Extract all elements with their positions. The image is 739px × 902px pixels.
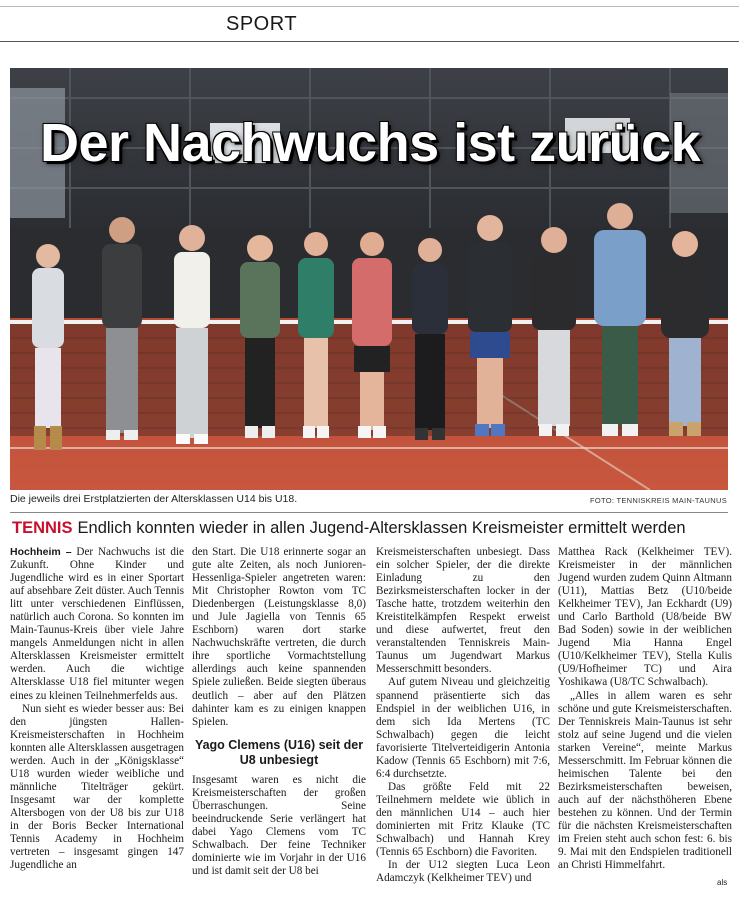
team-photo — [10, 68, 728, 490]
photo-caption: Die jeweils drei Erstplatzierten der Altersklassen U14 bis U18. — [10, 493, 298, 505]
paragraph-text: Der Nachwuchs ist die Zukunft. Ohne Kinder und Jugendliche wird es in einer Sportart auf absehbare Zeit düster. Auch Tennis litt unter verschiedenen Einflüssen, natürlich auch Corona. So konnten im Main-Taunus-Kreis über viele Jahre mangels Anmeldungen nicht in allen Altersklassen Kreismeister ermittelt werden. Auch die wichtige Altersklasse U18 fiel mitunter wegen eines zu kleinen Teilnehmerfelds aus. — [10, 546, 185, 702]
article-column-2 — [192, 546, 366, 878]
kicker: TENNIS — [12, 519, 73, 537]
subhead-text: Endlich konnten wieder in allen Jugend-Altersklassen Kreismeister ermittelt werden — [77, 519, 686, 537]
interheadline: Yago Clemens (U16) seit der U8 unbesiegt — [194, 737, 364, 767]
photo-credit: FOTO: TENNISKREIS MAIN-TAUNUS — [589, 496, 727, 505]
section-label: SPORT — [226, 13, 298, 35]
article-subhead — [12, 519, 686, 538]
paragraph: Insgesamt waren es nicht die Kreismeisterschaften der großen Überraschungen. Seine beeindruckende Serie verlängert hat dabei Yago Clemens vom TC Schwalbach. Der feine Techniker dominierte wie im Vorjahr in der U16 und ist damit seit der U8 bei — [192, 773, 366, 877]
paragraph: Kreismeisterschaften unbesiegt. Dass ein solcher Spieler, der die direkte Einladung zu den Bezirksmeisterschaften locker in der Tasche hatte, trotzdem weiterhin den Kreistitelkämpfen Respekt erweist und diese aufwertet, freut den veranstaltenden Tenniskreis Main-Taunus um Jugendwart Markus Messerschmitt besonders. — [376, 546, 550, 676]
article-column-4 — [558, 546, 732, 872]
paragraph: Nun sieht es wieder besser aus: Bei den jüngsten Hallen-Kreismeisterschaften in Hochheim konnten alle Altersklassen ausgetragen werden. Auch in der „Königsklasse“ U18 wurden wieder weibliche und männliche Titelträger gekürt. Insgesamt war der komplette Altersbogen von der U8 bis zur U18 in der Boris Becker International Tennis Academy in Hochheim vertreten – insgesamt gingen 147 Jugendliche an — [10, 702, 184, 872]
header-rule — [0, 6, 739, 7]
author-signature: als — [717, 878, 728, 887]
paragraph: In der U12 siegten Luca Leon Adamczyk (Kelkheimer TEV) und — [376, 859, 550, 885]
paragraph: Auf gutem Niveau und gleichzeitig spannend präsentierte sich das Endspiel in der weiblichen U16, in dem sich Ida Mertens (TC Schwalbach) gegen die leicht favorisierte Titelverteidigerin Antonia Kadow (Tennis 65 Eschborn) mit 7:6, 6:4 durchsetzte. — [376, 676, 550, 780]
paragraph: Das größte Feld mit 22 Teilnehmern meldete wie üblich in den männlichen U14 – auch hier dominierten mit Fritz Klauke (TC Schwalbach) und Hannah Krey (Tennis 65 Eschborn) die Favoriten. — [376, 780, 550, 859]
article-column-1 — [10, 546, 184, 872]
paragraph — [10, 546, 184, 703]
paragraph: Matthea Rack (Kelkheimer TEV). Kreismeister in der männlichen Jugend wurden zudem Quinn Altmann (U11), Mattias Betz (U10/beide Kelkheimer TEV), Jan Eckhardt (U9) und Carlo Barthold (U8/beide BW Bad Soden) sowie in der weiblichen Jugend Mia Hanna Engel (U10/Kelkheimer TEV), Stella Kulis (U9/Hofheimer TC) und Aira Yoshikawa (U8/TC Schwalbach). — [558, 546, 732, 689]
dateline: Hochheim – — [10, 546, 72, 558]
paragraph: „Alles in allem waren es sehr schöne und gute Kreismeisterschaften. Der Tenniskreis Main-Taunus ist sehr stolz auf seine Jugend und die vielen starken Vereine“, meinte Markus Messerschmitt. Im Februar können die heimischen Talente bei den Bezirksmeisterschaften beweisen, auch auf der nächsthöheren Ebene bestehen zu können. Und der Termin für die nächsten Kreismeisterschaften im Freien steht auch schon fest: 6. bis 9. Mai mit den Endspielen traditionell an Christi Himmelfahrt. — [558, 689, 732, 872]
paragraph: den Start. Die U18 erinnerte sogar an gute alte Zeiten, als noch Junioren-Hessenliga-Spieler angetreten waren: Mit Christopher Rowton vom TC Diedenbergen (Leistungsklasse 8,0) und Jule Jagiella von Tennis 65 Eschborn) waren dort starke Nachwuchskräfte vertreten, die durch ihre sportliche Vormachtstellung allerdings auch keine spannenden Spiele zuließen. Beide siegten überaus deutlich – aber auf den Plätzen dahinter kam es zu einigen knappen Spielen. — [192, 546, 366, 728]
section-header — [0, 0, 739, 42]
headline: Der Nachwuchs ist zurück — [40, 113, 701, 173]
article-column-3 — [376, 546, 550, 885]
caption-divider — [10, 512, 728, 513]
